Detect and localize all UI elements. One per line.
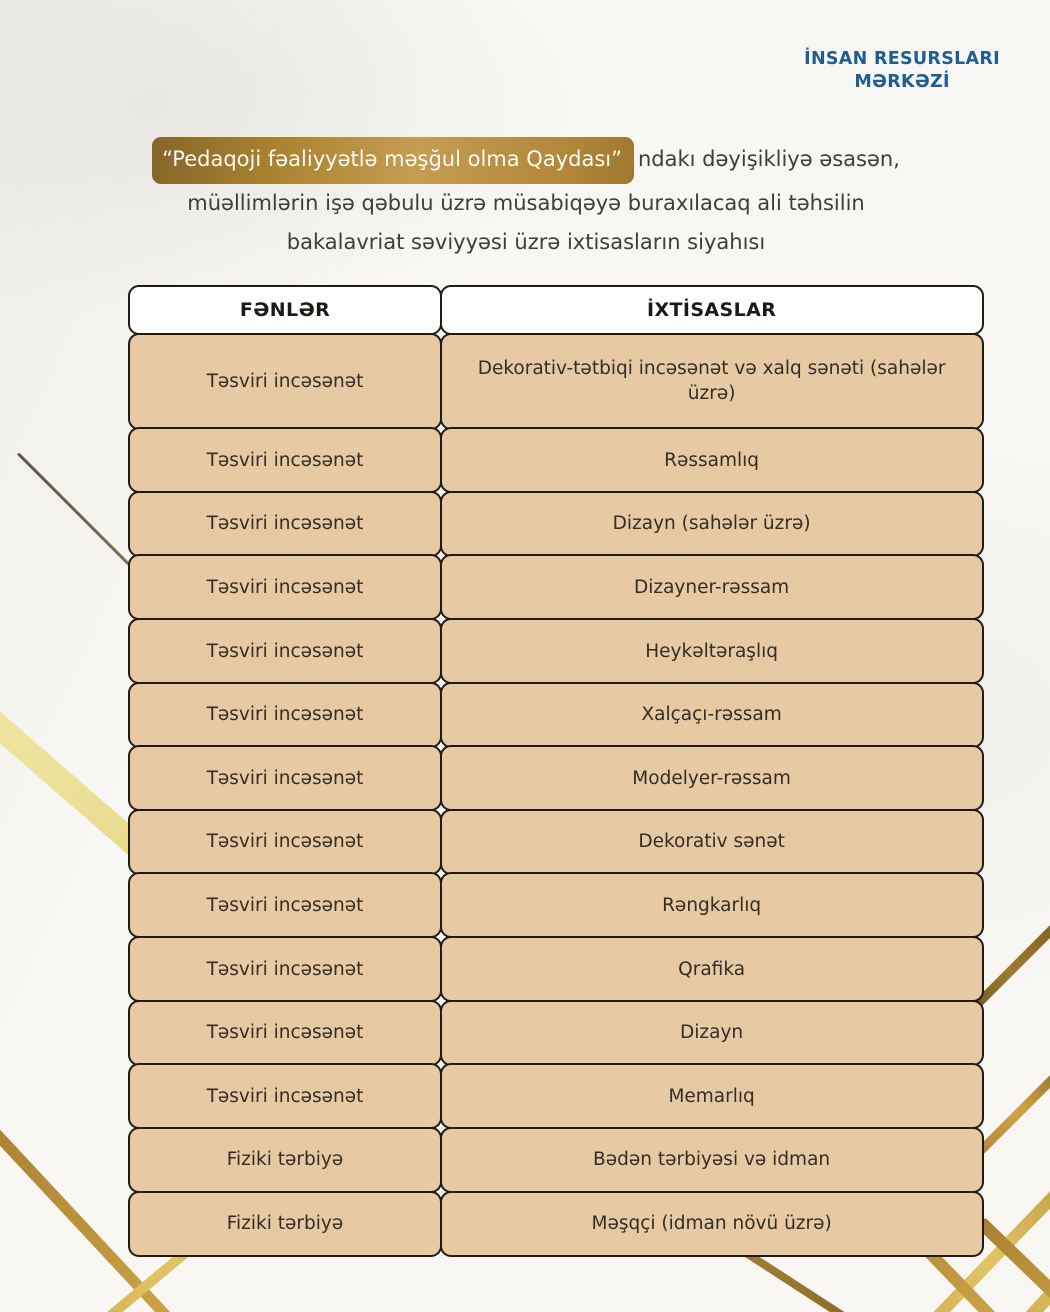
table-header-row — [128, 285, 984, 335]
cell-fan: Təsviri incəsənət — [128, 809, 442, 875]
table-row — [128, 554, 984, 620]
cell-ixtisas: Dizayner-rəssam — [440, 554, 984, 620]
cell-fan: Fiziki tərbiyə — [128, 1127, 442, 1193]
cell-fan: Təsviri incəsənət — [128, 491, 442, 557]
cell-ixtisas: Dizayn (sahələr üzrə) — [440, 491, 984, 557]
highlighted-quote: “Pedaqoji fəaliyyətlə məşğul olma Qaydası” — [152, 137, 634, 184]
cell-fan: Təsviri incəsənət — [128, 554, 442, 620]
logo-line2: MƏRKƏZİ — [854, 72, 950, 92]
logo-line1: İNSAN RESURSLARI — [804, 49, 1000, 69]
title-line1-rest: ndakı dəyişikliyə əsasən, — [638, 147, 900, 171]
cell-ixtisas: Heykəltəraşlıq — [440, 618, 984, 684]
table-row — [128, 1000, 984, 1066]
page-title — [120, 137, 932, 262]
cell-ixtisas: Rəngkarlıq — [440, 872, 984, 938]
cell-ixtisas: Dekorativ sənət — [440, 809, 984, 875]
title-line3: bakalavriat səviyyəsi üzrə ixtisasların siyahısı — [286, 230, 766, 254]
cell-ixtisas: Modelyer-rəssam — [440, 745, 984, 811]
cell-fan: Təsviri incəsənət — [128, 1000, 442, 1066]
header-ixtisaslar: İXTİSASLAR — [440, 285, 984, 335]
cell-fan: Təsviri incəsənət — [128, 333, 442, 430]
header-fanlar: FƏNLƏR — [128, 285, 442, 335]
table-row — [128, 333, 984, 430]
table-row — [128, 491, 984, 557]
cell-fan: Təsviri incəsənət — [128, 618, 442, 684]
org-logo — [804, 48, 1000, 94]
cell-ixtisas: Dizayn — [440, 1000, 984, 1066]
cell-fan: Təsviri incəsənət — [128, 745, 442, 811]
table-row — [128, 1191, 984, 1257]
title-line2: müəllimlərin işə qəbulu üzrə müsabiqəyə buraxılacaq ali təhsilin — [187, 191, 865, 215]
cell-fan: Təsviri incəsənət — [128, 872, 442, 938]
table-row — [128, 427, 984, 493]
table-row — [128, 745, 984, 811]
table-row — [128, 1127, 984, 1193]
cell-ixtisas: Bədən tərbiyəsi və idman — [440, 1127, 984, 1193]
table-row — [128, 682, 984, 748]
specialties-table — [128, 285, 984, 1257]
table-row — [128, 809, 984, 875]
title-line1 — [120, 137, 932, 184]
table-row — [128, 872, 984, 938]
cell-fan: Təsviri incəsənət — [128, 427, 442, 493]
table-row — [128, 1063, 984, 1129]
table-row — [128, 936, 984, 1002]
cell-ixtisas: Qrafika — [440, 936, 984, 1002]
table-row — [128, 618, 984, 684]
cell-ixtisas: Memarlıq — [440, 1063, 984, 1129]
cell-fan: Təsviri incəsənət — [128, 936, 442, 1002]
cell-ixtisas: Rəssamlıq — [440, 427, 984, 493]
cell-fan: Təsviri incəsənət — [128, 1063, 442, 1129]
cell-fan: Fiziki tərbiyə — [128, 1191, 442, 1257]
cell-ixtisas: Xalçaçı-rəssam — [440, 682, 984, 748]
cell-ixtisas: Məşqçi (idman növü üzrə) — [440, 1191, 984, 1257]
cell-ixtisas: Dekorativ-tətbiqi incəsənət və xalq sənəti (sahələr üzrə) — [440, 333, 984, 430]
cell-fan: Təsviri incəsənət — [128, 682, 442, 748]
